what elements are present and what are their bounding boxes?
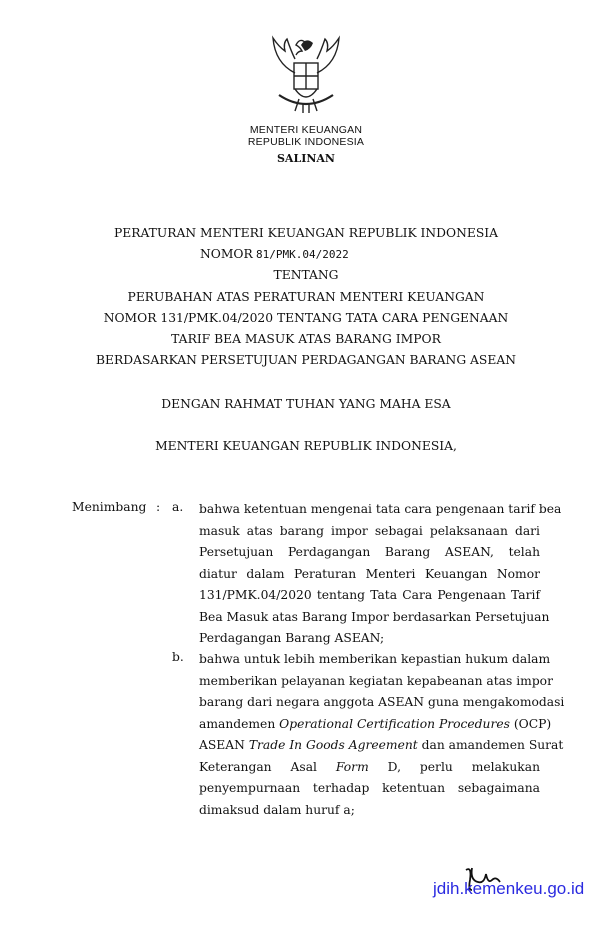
text-segment: memberikan pelayanan kegiatan kepabeanan atas impor [199,673,553,688]
jdih-link[interactable]: jdih.kemenkeu.go.id [433,879,585,898]
ministry-line-1: MENTERI KEUANGAN [249,124,363,136]
consideration-line [199,565,540,583]
nomor-label: NOMOR [200,247,253,261]
regulation-title: PERATURAN MENTERI KEUANGAN REPUBLIK INDONESIA [113,226,499,240]
consideration-line [199,801,540,819]
salinan-stamp: SALINAN [276,152,335,165]
italic-term: Trade In Goods Agreement [248,738,418,752]
consideration-line [199,736,564,754]
authority-line: MENTERI KEUANGAN REPUBLIK INDONESIA, [155,439,457,453]
italic-term: Operational Certification Procedures [279,716,510,731]
consideration-line [199,608,550,626]
consideration-line [199,758,540,776]
menimbang-label: Menimbang [72,500,147,514]
text-segment: bahwa untuk lebih memberikan kepastian hukum dalam [199,652,551,666]
garuda-emblem-icon [265,33,347,123]
consideration-line [199,522,540,540]
italic-term: Form [335,759,369,774]
consideration-line [199,672,553,690]
subject-line: PERUBAHAN ATAS PERATURAN MENTERI KEUANGAN [127,290,485,304]
subject-line: NOMOR 131/PMK.04/2020 TENTANG TATA CARA PENGENAAN [103,311,509,325]
consideration-line [199,715,552,733]
text-segment: penyempurnaan terhadap ketentuan sebagaimana [199,781,540,795]
text-segment: amandemen [199,716,280,731]
text-segment: bahwa ketentuan mengenai tata cara pengenaan tarif bea [199,502,562,516]
consideration-line [199,629,540,647]
text-segment: Persetujuan Perdagangan Barang ASEAN, telah [199,545,540,559]
text-segment: (OCP) [509,716,552,731]
consideration-line [199,779,540,797]
text-segment: dan amandemen Surat [417,738,564,752]
consideration-line [199,650,551,668]
text-segment: Perdagangan Barang ASEAN; [199,631,385,645]
tentang-heading: TENTANG [273,268,339,282]
item-marker-b: b. [172,650,184,664]
nomor-value: 81/PMK.04/2022 [256,248,349,261]
item-marker-a: a. [172,500,184,514]
text-segment: dimaksud dalam huruf a; [199,802,355,817]
consideration-line [199,500,562,518]
text-segment: Bea Masuk atas Barang Impor berdasarkan Persetujuan [199,609,550,624]
ministry-line-2: REPUBLIK INDONESIA [247,136,365,148]
subject-line: TARIF BEA MASUK ATAS BARANG IMPOR [171,332,441,346]
text-segment: Keterangan Asal [199,759,336,774]
text-segment: D, perlu melakukan [368,759,540,774]
text-segment: diatur dalam Peraturan Menteri Keuangan Nomor [199,566,540,581]
text-segment: ASEAN [199,738,249,752]
consideration-line [199,543,540,561]
text-segment: barang dari negara anggota ASEAN guna mengakomodasi [199,695,565,709]
text-segment: masuk atas barang impor sebagai pelaksanaan dari [199,523,540,538]
text-segment: 131/PMK.04/2020 tentang Tata Cara Pengenaan Tarif [199,588,540,602]
menimbang-colon: : [156,500,161,514]
consideration-line [199,693,565,711]
consideration-line [199,586,540,604]
subject-line: BERDASARKAN PERSETUJUAN PERDAGANGAN BARANG ASEAN [96,353,516,367]
blessing-line: DENGAN RAHMAT TUHAN YANG MAHA ESA [161,397,451,411]
